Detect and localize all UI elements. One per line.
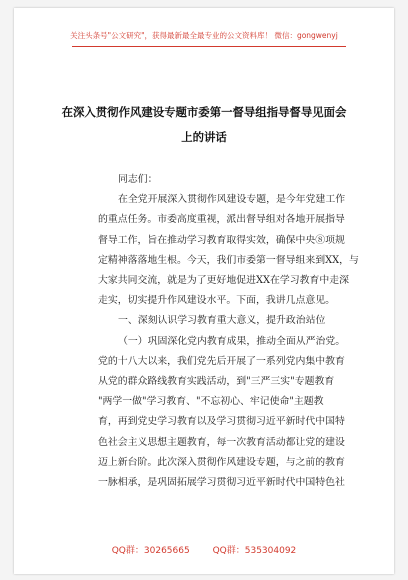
body-line: 在全党开展深入贯彻作风建设专题，是今年党建工作 (118, 194, 346, 206)
body-line: 大家共同交流，就是为了更好地促进XX在学习教育中走深 (98, 275, 350, 287)
document-body (98, 170, 358, 493)
document-title-line-1: 在深入贯彻作风建设专题市委第一督导组指导督导见面会 (61, 105, 347, 119)
salutation: 同志们： (118, 174, 158, 185)
body-line: "两学一做"学习教育、"不忘初心、牢记使命"主题教 (98, 396, 324, 408)
header-divider (72, 46, 346, 47)
body-line: 一脉相承，是巩固拓展学习贯彻习近平新时代中国特色社 (98, 477, 345, 489)
document-footer (14, 543, 394, 556)
body-line: 督导工作，旨在推动学习教育取得实效，确保中央⑧项规 (98, 234, 345, 246)
body-line: 走实，切实提升作风建设水平。下面，我讲几点意见。 (98, 295, 336, 307)
document-page (14, 8, 394, 574)
document-title-line-2: 上的讲话 (181, 130, 227, 144)
body-line: 定精神落落地生根。今天，我们市委第一督导组来到XX，与 (98, 254, 359, 266)
body-line: 的重点任务。市委高度重视，派出督导组对各地开展指导 (98, 214, 345, 226)
section-heading: 一、深刻认识学习教育重大意义，提升政治站位 (118, 315, 326, 327)
subsection-heading: （一）巩固深化党内教育成果，推动全面从严治党。 (118, 335, 346, 347)
body-line: 迈上新台阶。此次深入贯彻作风建设专题，与之前的教育 (98, 456, 345, 468)
body-line: 育，再到党史学习教育以及学习贯彻习近平新时代中国特 (98, 416, 345, 428)
body-line: 从党的群众路线教育实践活动，到"三严三实"专题教育 (98, 376, 335, 388)
footer-qq-group-2: QQ群：535304092 (212, 546, 297, 556)
body-line: 色社会主义思想主题教育，每一次教育活动都让党的建设 (98, 436, 345, 448)
body-line: 党的十八大以来，我们党先后开展了一系列党内集中教育 (98, 355, 345, 367)
document-header: 关注头条号"公文研究"，获得最新最全最专业的公文资料库！ 微信：gongwenyj (70, 31, 338, 40)
footer-qq-group-1: QQ群：30265665 (111, 546, 190, 556)
